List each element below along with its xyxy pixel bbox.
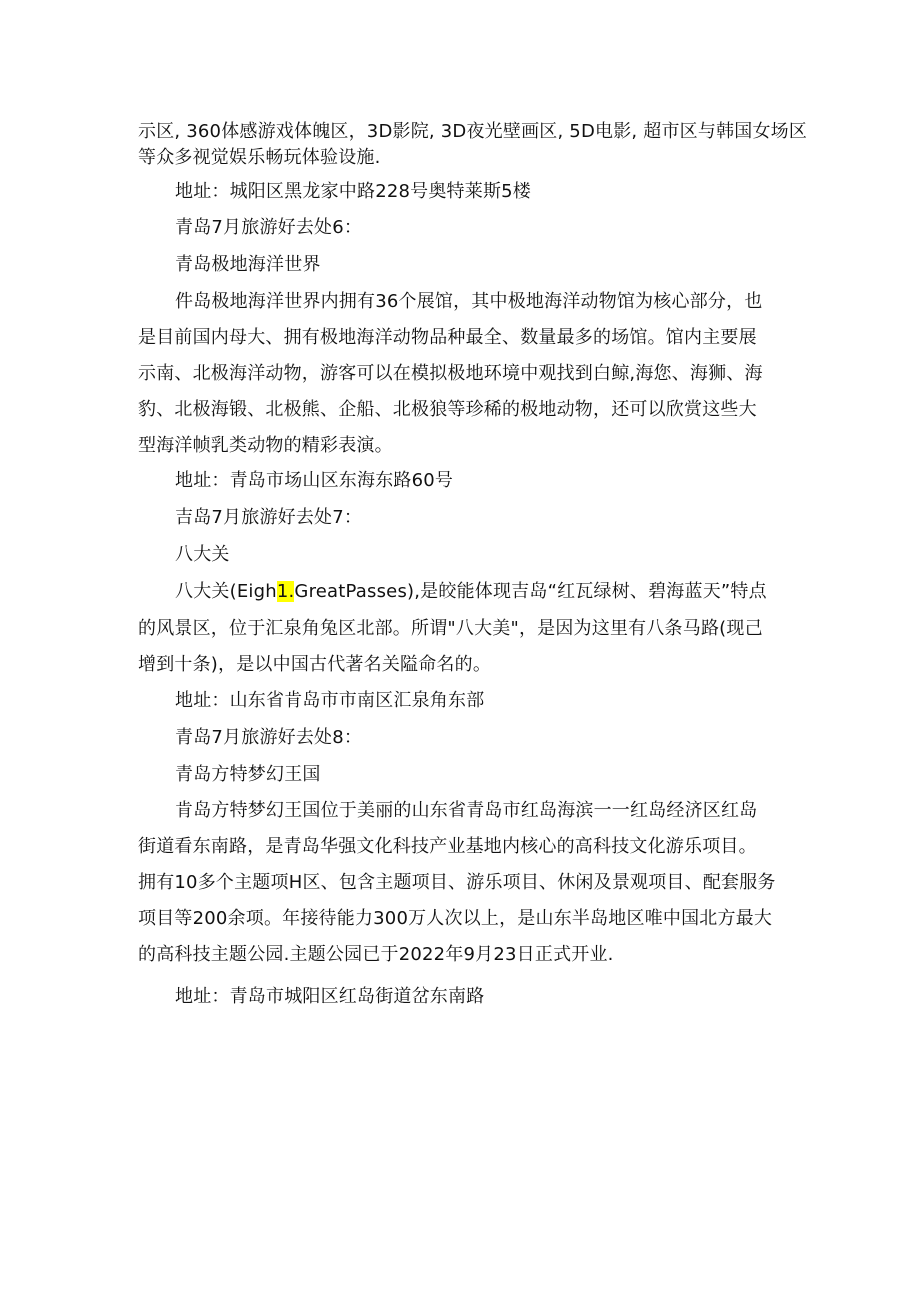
address-line: 地址：青岛市城阳区红岛街道岔东南路 bbox=[175, 986, 485, 1007]
paragraph-line: 项目等200余项。年接待能力300万人次以上，是山东半岛地区唯中国北方最大 bbox=[138, 908, 773, 929]
paragraph-line: 等众多视觉娱乐畅玩体验设施. bbox=[138, 147, 381, 168]
paragraph-line: 示区, 360体感游戏体魄区，3D影院, 3D夜光壁画区, 5D电影, 超市区与韩国女场区 bbox=[138, 121, 808, 142]
paragraph-line: 示南、北极海洋动物，游客可以在模拟极地环境中观找到白鲸,海您、海狮、海 bbox=[138, 363, 763, 384]
address-line: 地址：青岛市场山区东海东路60号 bbox=[175, 470, 454, 491]
section-heading: 青岛7月旅游好去处6： bbox=[175, 217, 363, 238]
paragraph-line: 的高科技主题公园.主题公园已于2022年9月23日正式开业. bbox=[138, 944, 614, 965]
attraction-name: 青岛极地海洋世界 bbox=[175, 254, 321, 275]
paragraph-line: 型海洋帧乳类动物的精彩表演。 bbox=[138, 435, 393, 456]
attraction-name: 八大关 bbox=[175, 544, 230, 565]
paragraph-line: 是目前国内母大、拥有极地海洋动物品种最全、数量最多的场馆。馆内主要展 bbox=[138, 327, 757, 348]
paragraph-line: 的风景区，位于汇泉角兔区北部。所谓"八大美"，是因为这里有八条马路(现己 bbox=[138, 618, 763, 639]
address-line: 地址：山东省肯岛市市南区汇泉角东部 bbox=[175, 690, 485, 711]
highlighted-text: 1. bbox=[276, 581, 295, 602]
section-heading: 吉岛7月旅游好去处7： bbox=[175, 507, 363, 528]
text-run: 八大关(Eigh bbox=[175, 581, 277, 602]
paragraph-line: 豹、北极海锻、北极熊、企船、北极狼等珍稀的极地动物，还可以欣赏这些大 bbox=[138, 399, 757, 420]
address-line: 地址：城阳区黑龙家中路228号奥特莱斯5楼 bbox=[175, 181, 532, 202]
text-run: GreatPasses),是皎能体现吉岛“红瓦绿树、碧海蓝天”特点 bbox=[294, 581, 767, 602]
section-heading: 青岛7月旅游好去处8： bbox=[175, 727, 363, 748]
paragraph-line bbox=[175, 580, 767, 604]
paragraph-line: 肯岛方特梦幻王国位于美丽的山东省青岛市红岛海滨一一红岛经济区红岛 bbox=[175, 800, 758, 821]
attraction-name: 青岛方特梦幻王国 bbox=[175, 764, 321, 785]
paragraph-line: 件岛极地海洋世界内拥有36个展馆，其中极地海洋动物馆为核心部分，也 bbox=[175, 291, 763, 312]
paragraph-line: 街道看东南路，是青岛华强文化科技产业基地内核心的高科技文化游乐项目。 bbox=[138, 836, 757, 857]
paragraph-line: 拥有10多个主题项H区、包含主题项目、游乐项目、休闲及景观项目、配套服务 bbox=[138, 872, 776, 893]
paragraph-line: 增到十条)，是以中国古代著名关隘命名的。 bbox=[138, 654, 492, 675]
